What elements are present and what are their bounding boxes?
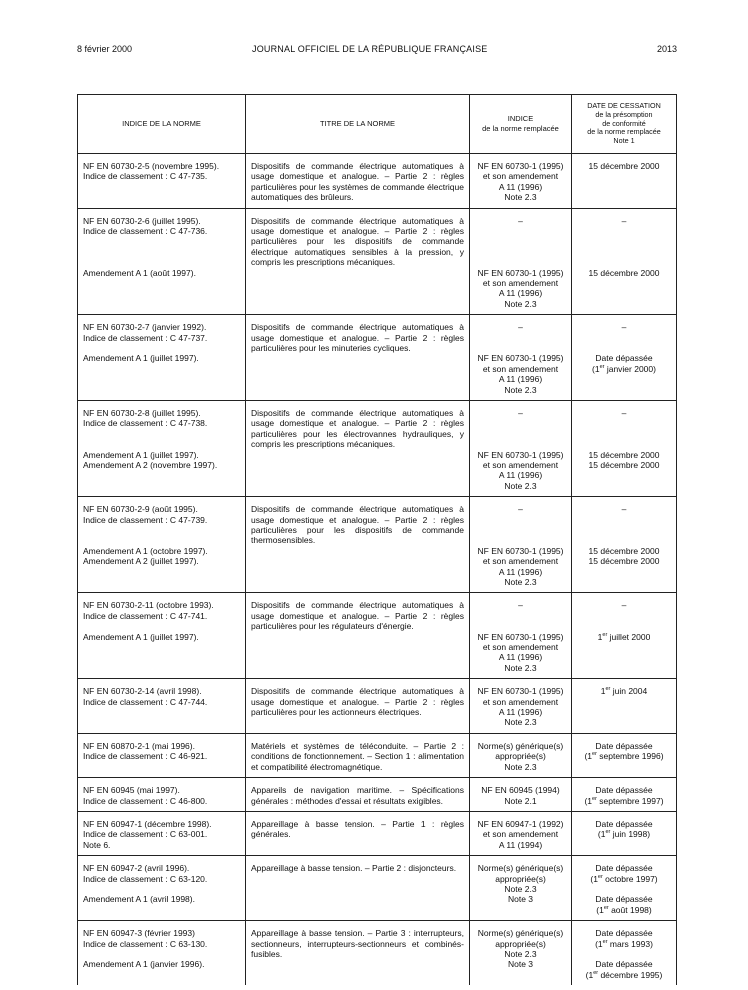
- cell-line: Note 6.: [83, 839, 111, 850]
- cell-line: [83, 247, 240, 257]
- cell-titre: Dispositifs de commande électrique automatiques à usage domestique et analogue. – Partie 2 : règles particulières pour les dispositifs de commande électrique automatiques sensibles à la pression, y compris les prescriptions mécaniques.: [246, 208, 470, 315]
- cell-line: [577, 226, 671, 236]
- cell-line: Note 2.3: [504, 883, 537, 894]
- cell-line: [475, 343, 566, 353]
- cell-line: [475, 439, 566, 449]
- cell-line: Date dépassée: [595, 818, 653, 829]
- cell-indice: [78, 856, 246, 921]
- cell-date-cessation: [572, 921, 677, 986]
- cell-line: appropriée(s): [495, 873, 546, 884]
- cell-line: –: [621, 504, 627, 515]
- cell-line: et son amendement: [482, 363, 559, 374]
- cell-indice: [78, 733, 246, 777]
- cell-line: [577, 439, 671, 449]
- cell-line: Note 2.1: [504, 795, 537, 806]
- cell-line: –: [518, 322, 523, 333]
- cell-line: –: [518, 408, 523, 419]
- cell-line: NF EN 60945 (1994): [481, 785, 560, 796]
- cell-line: [577, 949, 671, 959]
- cell-line: Norme(s) générique(s): [477, 740, 564, 751]
- cell-line: [83, 257, 240, 267]
- page-header: [77, 44, 677, 58]
- table-row: [78, 856, 677, 921]
- cell-line: NF EN 60730-2-6 (juillet 1995).: [83, 215, 201, 226]
- col-header-titre: TITRE DE LA NORME: [246, 95, 470, 154]
- cell-line: A 11 (1996): [498, 181, 543, 192]
- cell-indice-remplacee: [470, 497, 572, 593]
- cell-date-cessation: [572, 401, 677, 497]
- cell-line: (1er septembre 1996): [584, 751, 664, 762]
- cell-line: 1er juin 2004: [600, 686, 648, 697]
- cell-line: [475, 429, 566, 439]
- cell-line: Amendement A 1 (juillet 1997).: [83, 449, 199, 460]
- cell-indice-remplacee: [470, 733, 572, 777]
- cell-line: [577, 247, 671, 257]
- cell-line: Note 2.3: [504, 662, 537, 673]
- cell-line: [577, 257, 671, 267]
- cell-line: Note 2.3: [504, 192, 537, 203]
- cell-line: [83, 884, 240, 894]
- cell-line: NF EN 60947-2 (avril 1996).: [83, 863, 190, 874]
- cell-line: Date dépassée: [595, 959, 653, 970]
- cell-line: 15 décembre 2000: [588, 545, 660, 556]
- cell-line: Indice de classement : C 47-739.: [83, 514, 208, 525]
- col-header-line: de la norme remplacée: [482, 124, 559, 133]
- cell-line: [475, 236, 566, 246]
- cell-date-cessation: [572, 497, 677, 593]
- header-page-number: 2013: [656, 44, 677, 54]
- cell-line: A 11 (1996): [498, 470, 543, 481]
- cell-line: [475, 333, 566, 343]
- cell-titre: Appareillage à basse tension. – Partie 2 : disjoncteurs.: [246, 856, 470, 921]
- cell-line: (1er septembre 1997): [584, 795, 664, 806]
- col-header-line: de la norme remplacée: [587, 127, 661, 137]
- cell-titre: Matériels et systèmes de téléconduite. – Partie 2 : conditions de fonctionnement. – Section 1 : alimentation et compatibilité électromagnétique.: [246, 733, 470, 777]
- col-header-indice: INDICE DE LA NORME: [78, 95, 246, 154]
- cell-indice-remplacee: [470, 679, 572, 734]
- cell-line: et son amendement: [482, 696, 559, 707]
- cell-line: [83, 429, 240, 439]
- cell-line: A 11 (1996): [498, 707, 543, 718]
- cell-line: A 11 (1996): [498, 652, 543, 663]
- cell-line: Norme(s) générique(s): [477, 863, 564, 874]
- cell-line: Date dépassée: [595, 894, 653, 905]
- cell-date-cessation: [572, 315, 677, 401]
- cell-line: et son amendement: [482, 171, 559, 182]
- col-header-line: de conformité: [602, 118, 646, 128]
- cell-line: NF EN 60730-2-7 (janvier 1992).: [83, 322, 207, 333]
- cell-line: appropriée(s): [495, 751, 546, 762]
- cell-line: Indice de classement : C 47-735.: [83, 171, 208, 182]
- cell-line: NF EN 60947-3 (février 1993): [83, 928, 195, 939]
- cell-line: (1er mars 1993): [595, 938, 653, 949]
- cell-indice: [78, 154, 246, 209]
- standards-table: [77, 94, 677, 985]
- cell-line: Indice de classement : C 46-921.: [83, 751, 208, 762]
- col-header-indice-remplacee: [470, 95, 572, 154]
- cell-indice-remplacee: [470, 593, 572, 679]
- cell-indice: [78, 679, 246, 734]
- cell-line: [475, 247, 566, 257]
- cell-date-cessation: [572, 733, 677, 777]
- cell-line: Indice de classement : C 63-130.: [83, 938, 208, 949]
- table-body: [78, 154, 677, 986]
- cell-line: et son amendement: [482, 278, 559, 288]
- table-row: [78, 497, 677, 593]
- cell-line: 15 décembre 2000: [588, 449, 660, 460]
- col-header-line: INDICE: [507, 113, 534, 123]
- cell-line: NF EN 60730-1 (1995): [477, 161, 564, 171]
- cell-line: Date dépassée: [595, 928, 653, 939]
- cell-line: (1er juin 1998): [597, 829, 651, 840]
- cell-line: Note 2.3: [504, 577, 537, 588]
- cell-line: [83, 535, 240, 545]
- cell-line: Indice de classement : C 47-736.: [83, 226, 208, 237]
- cell-line: [475, 611, 566, 621]
- cell-line: Date dépassée: [595, 863, 653, 874]
- cell-line: et son amendement: [482, 460, 559, 471]
- cell-line: NF EN 60730-2-14 (avril 1998).: [83, 686, 202, 697]
- cell-line: Indice de classement : C 47-741.: [83, 610, 208, 621]
- cell-line: (1er janvier 2000): [592, 363, 656, 374]
- cell-indice-remplacee: [470, 401, 572, 497]
- cell-line: [83, 525, 240, 535]
- cell-line: Note 2.3: [504, 384, 537, 395]
- cell-line: [83, 949, 240, 959]
- cell-line: [577, 343, 671, 353]
- cell-indice-remplacee: [470, 856, 572, 921]
- cell-line: –: [518, 215, 523, 226]
- cell-line: NF EN 60870-2-1 (mai 1996).: [83, 740, 195, 751]
- cell-line: Date dépassée: [595, 740, 653, 751]
- header-journal-title: JOURNAL OFFICIEL DE LA RÉPUBLIQUE FRANÇAISE: [252, 44, 488, 54]
- cell-line: NF EN 60730-1 (1995): [477, 353, 564, 364]
- cell-titre: Dispositifs de commande électrique automatiques à usage domestique et analogue. – Partie 2 : règles particulières pour les électrovannes hydrauliques, y compris les prescriptions mécaniques.: [246, 401, 470, 497]
- cell-line: [577, 525, 671, 535]
- cell-indice-remplacee: [470, 315, 572, 401]
- cell-titre: Dispositifs de commande électrique automatiques à usage domestique et analogue. – Partie 2 : règles particulières pour les dispositifs de commande thermosensibles.: [246, 497, 470, 593]
- cell-indice: [78, 401, 246, 497]
- cell-indice: [78, 497, 246, 593]
- cell-line: Date dépassée: [595, 785, 653, 796]
- cell-line: (1er octobre 1997): [590, 873, 658, 884]
- cell-line: Indice de classement : C 46-800.: [83, 795, 208, 806]
- table-row: [78, 921, 677, 986]
- cell-date-cessation: [572, 154, 677, 209]
- cell-titre: Dispositifs de commande électrique automatiques à usage domestique et analogue. – Partie 2 : règles particulières pour les régulateurs d'énergie.: [246, 593, 470, 679]
- table-row: [78, 679, 677, 734]
- cell-line: [83, 439, 240, 449]
- col-header-date-cessation: [572, 95, 677, 154]
- col-header-line: Note 1: [613, 136, 635, 146]
- cell-line: Note 2.3: [504, 480, 537, 491]
- cell-line: NF EN 60730-2-5 (novembre 1995).: [83, 161, 220, 171]
- cell-date-cessation: [572, 811, 677, 855]
- table-row: [78, 401, 677, 497]
- cell-line: –: [621, 322, 627, 333]
- cell-date-cessation: [572, 208, 677, 315]
- cell-line: [577, 236, 671, 246]
- cell-line: NF EN 60730-2-8 (juillet 1995).: [83, 408, 201, 419]
- cell-line: 15 décembre 2000: [588, 267, 660, 278]
- cell-line: –: [518, 504, 523, 515]
- cell-line: Note 2.3: [504, 948, 537, 959]
- cell-line: NF EN 60730-1 (1995): [477, 686, 564, 697]
- cell-line: 1er juillet 2000: [597, 631, 651, 642]
- cell-line: Indice de classement : C 63-120.: [83, 873, 208, 884]
- cell-line: [577, 884, 671, 894]
- table-row: [78, 811, 677, 855]
- cell-line: –: [621, 408, 627, 419]
- col-header-line: de la présomption: [595, 109, 653, 119]
- cell-line: [577, 429, 671, 439]
- cell-line: Amendement A 1 (janvier 1996).: [83, 959, 205, 970]
- cell-line: Amendement A 2 (juillet 1997).: [83, 556, 199, 567]
- cell-line: NF EN 60730-1 (1995): [477, 631, 564, 642]
- cell-titre: Dispositifs de commande électrique automatiques à usage domestique et analogue. – Partie 2 : règles particulières pour les systèmes de commande électrique automatiques des brûleurs.: [246, 154, 470, 209]
- cell-line: NF EN 60730-1 (1995): [477, 545, 564, 556]
- cell-line: Note 2.3: [504, 298, 537, 309]
- cell-indice-remplacee: [470, 208, 572, 315]
- cell-titre: Appareils de navigation maritime. – Spécifications générales : méthodes d'essai et résultats exigibles.: [246, 778, 470, 812]
- cell-indice-remplacee: [470, 921, 572, 986]
- cell-line: [475, 535, 566, 545]
- cell-indice-remplacee: [470, 811, 572, 855]
- cell-line: [577, 535, 671, 545]
- cell-line: [577, 333, 671, 343]
- cell-line: NF EN 60730-1 (1995): [477, 267, 564, 278]
- cell-line: 15 décembre 2000: [588, 460, 660, 471]
- cell-line: (1er août 1998): [596, 904, 652, 915]
- cell-line: et son amendement: [482, 829, 559, 840]
- cell-indice: [78, 315, 246, 401]
- table-row: [78, 208, 677, 315]
- cell-indice: [78, 208, 246, 315]
- cell-line: [475, 226, 566, 236]
- cell-line: Note 2.3: [504, 717, 537, 728]
- cell-date-cessation: [572, 679, 677, 734]
- cell-indice: [78, 593, 246, 679]
- cell-line: –: [621, 600, 627, 611]
- cell-line: Amendement A 1 (octobre 1997).: [83, 545, 208, 556]
- cell-line: Indice de classement : C 47-737.: [83, 332, 208, 343]
- cell-line: A 11 (1994): [498, 839, 543, 850]
- cell-line: NF EN 60947-1 (décembre 1998).: [83, 818, 212, 829]
- cell-date-cessation: [572, 593, 677, 679]
- cell-line: A 11 (1996): [498, 288, 543, 299]
- table-row: [78, 733, 677, 777]
- cell-line: Amendement A 1 (juillet 1997).: [83, 353, 199, 364]
- table-row: [78, 593, 677, 679]
- cell-line: NF EN 60945 (mai 1997).: [83, 785, 180, 796]
- cell-line: NF EN 60730-2-11 (octobre 1993).: [83, 600, 214, 611]
- cell-line: Note 3: [507, 959, 534, 970]
- cell-line: –: [518, 600, 523, 611]
- cell-line: [577, 611, 671, 621]
- cell-line: [577, 621, 671, 631]
- cell-line: Indice de classement : C 47-744.: [83, 696, 208, 707]
- cell-date-cessation: [572, 856, 677, 921]
- col-header-line: DATE DE CESSATION: [587, 101, 661, 110]
- cell-line: Indice de classement : C 63-001.: [83, 829, 208, 840]
- header-date: 8 février 2000: [77, 44, 133, 54]
- cell-line: 15 décembre 2000: [588, 556, 660, 567]
- cell-line: Amendement A 2 (novembre 1997).: [83, 460, 218, 471]
- table-header-row: [78, 95, 677, 154]
- cell-titre: Appareillage à basse tension. – Partie 3 : interrupteurs, sectionneurs, interrupteurs-sectionneurs et combinés-fusibles.: [246, 921, 470, 986]
- cell-line: [475, 621, 566, 631]
- cell-indice: [78, 778, 246, 812]
- cell-indice-remplacee: [470, 778, 572, 812]
- cell-line: [577, 418, 671, 428]
- cell-date-cessation: [572, 778, 677, 812]
- cell-line: NF EN 60947-1 (1992): [477, 818, 564, 829]
- cell-line: (1er décembre 1995): [585, 969, 663, 980]
- cell-line: [475, 515, 566, 525]
- table-row: [78, 778, 677, 812]
- cell-titre: Dispositifs de commande électrique automatiques à usage domestique et analogue. – Partie 2 : règles particulières pour les actionneurs électriques.: [246, 679, 470, 734]
- cell-line: A 11 (1996): [498, 374, 543, 385]
- cell-line: et son amendement: [482, 556, 559, 567]
- cell-line: [83, 621, 240, 631]
- cell-line: Amendement A 1 (août 1997).: [83, 267, 196, 278]
- cell-line: Note 2.3: [504, 761, 537, 772]
- cell-line: NF EN 60730-2-9 (août 1995).: [83, 504, 198, 515]
- cell-line: et son amendement: [482, 642, 559, 653]
- cell-line: Amendement A 1 (juillet 1997).: [83, 631, 199, 642]
- cell-line: –: [621, 215, 627, 226]
- cell-line: Note 3: [507, 894, 534, 905]
- cell-line: Indice de classement : C 47-738.: [83, 418, 208, 429]
- cell-line: NF EN 60730-1 (1995): [477, 449, 564, 460]
- cell-indice: [78, 811, 246, 855]
- cell-line: [83, 343, 240, 353]
- cell-line: 15 décembre 2000: [588, 161, 660, 171]
- cell-line: [577, 515, 671, 525]
- cell-indice-remplacee: [470, 154, 572, 209]
- cell-line: A 11 (1996): [498, 566, 543, 577]
- table-row: [78, 315, 677, 401]
- cell-line: [475, 257, 566, 267]
- cell-line: Amendement A 1 (avril 1998).: [83, 894, 195, 905]
- cell-line: [475, 525, 566, 535]
- table-row: [78, 154, 677, 209]
- cell-line: [83, 236, 240, 246]
- cell-line: [475, 418, 566, 428]
- cell-titre: Appareillage à basse tension. – Partie 1 : règles générales.: [246, 811, 470, 855]
- cell-line: Date dépassée: [595, 353, 653, 364]
- cell-titre: Dispositifs de commande électrique automatiques à usage domestique et analogue. – Partie 2 : règles particulières pour les minuteries cycliques.: [246, 315, 470, 401]
- cell-indice: [78, 921, 246, 986]
- cell-line: Norme(s) générique(s): [477, 928, 564, 939]
- cell-line: appropriée(s): [495, 938, 546, 949]
